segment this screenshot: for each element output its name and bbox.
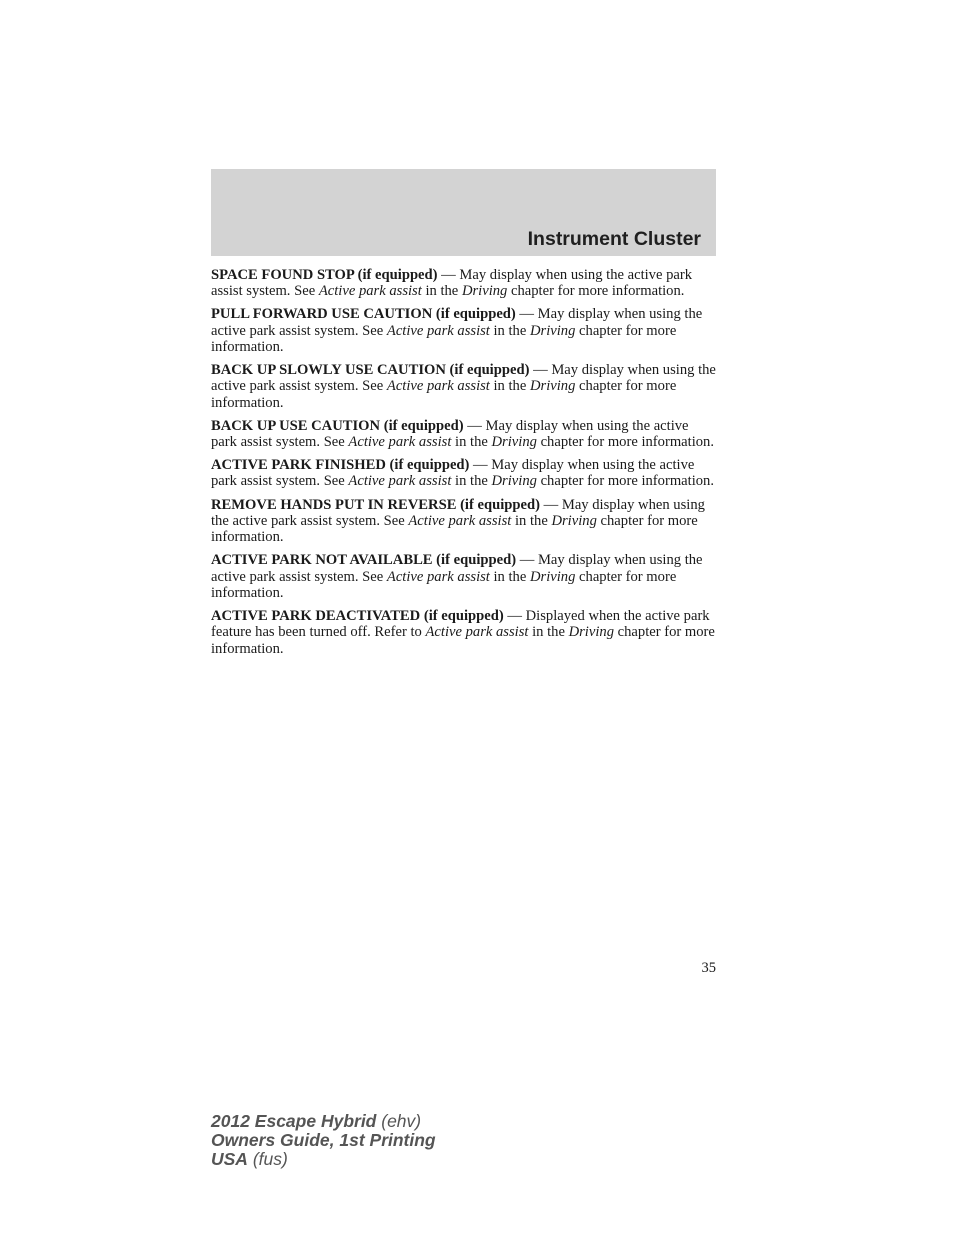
entry-term: SPACE FOUND STOP (if equipped) <box>211 267 438 283</box>
entry-back-up-use-caution <box>211 418 716 451</box>
document-footer <box>211 1112 436 1169</box>
entry-text: — May display when using the active park assist system. See <box>211 267 693 300</box>
entry-text: in the <box>489 568 530 585</box>
entry-text: chapter for more information. <box>211 322 677 355</box>
entry-text: chapter for more information. <box>211 378 677 411</box>
entry-text: chapter for more information. <box>507 283 685 300</box>
entry-text: — May display when using the active park assist system. See <box>211 457 695 490</box>
entry-text: in the <box>489 378 530 395</box>
entry-back-up-slowly-use-caution <box>211 362 716 411</box>
footer-market: USA <box>211 1149 248 1169</box>
entry-text: in the <box>528 624 569 641</box>
entry-term: ACTIVE PARK FINISHED (if equipped) <box>211 457 470 474</box>
entry-text: chapter for more information. <box>536 473 715 490</box>
entry-space-found-stop <box>211 267 716 300</box>
entry-text: in the <box>451 473 492 490</box>
entry-text: chapter for more information. <box>211 512 698 546</box>
entry-active-park-deactivated <box>211 608 716 657</box>
footer-line-market <box>211 1150 436 1169</box>
footer-printing: Owners Guide, 1st Printing <box>211 1130 436 1150</box>
footer-model: 2012 Escape Hybrid <box>211 1111 377 1131</box>
footer-market-code: (fus) <box>247 1149 288 1169</box>
entry-reference: Active park assist <box>386 378 490 395</box>
footer-line-printing <box>211 1131 436 1150</box>
entry-term: BACK UP SLOWLY USE CAUTION (if equipped) <box>211 362 530 379</box>
entry-reference: Active park assist <box>348 434 452 451</box>
entry-text: in the <box>451 434 492 451</box>
entry-chapter: Driving <box>491 434 537 451</box>
entry-term: ACTIVE PARK DEACTIVATED (if equipped) <box>211 607 504 624</box>
entry-text: in the <box>489 322 530 339</box>
entry-text: chapter for more information. <box>211 624 715 657</box>
entry-text: — May display when using the active park assist system. See <box>211 306 703 339</box>
entry-chapter: Driving <box>551 512 597 529</box>
entry-chapter: Driving <box>530 378 576 395</box>
footer-line-model <box>211 1112 436 1131</box>
entry-chapter: Driving <box>461 283 508 300</box>
entry-text: — May display when using the active park assist system. See <box>211 552 703 585</box>
entry-text: — Displayed when the active park feature has been turned off. Refer to <box>211 607 710 641</box>
entry-text: — May display when using the active park assist system. See <box>211 362 716 395</box>
section-title: Instrument Cluster <box>527 228 701 250</box>
entry-text: — May display when using the active park assist system. See <box>211 496 705 529</box>
entry-reference: Active park assist <box>425 624 529 641</box>
entry-chapter: Driving <box>491 473 537 490</box>
entry-pull-forward-use-caution <box>211 306 716 355</box>
entry-term: ACTIVE PARK NOT AVAILABLE (if equipped) <box>211 552 517 569</box>
entry-text: in the <box>511 512 552 529</box>
entry-term: BACK UP USE CAUTION (if equipped) <box>211 417 464 434</box>
footer-model-code: (ehv) <box>376 1111 422 1131</box>
entry-term: PULL FORWARD USE CAUTION (if equipped) <box>211 306 516 323</box>
main-content <box>211 267 716 664</box>
entry-text: chapter for more information. <box>211 568 677 601</box>
entry-term: REMOVE HANDS PUT IN REVERSE (if equipped) <box>211 496 540 513</box>
entry-reference: Active park assist <box>408 512 512 529</box>
entry-text: — May display when using the active park assist system. See <box>211 417 689 451</box>
entry-chapter: Driving <box>568 624 614 641</box>
entry-chapter: Driving <box>530 568 576 585</box>
entry-reference: Active park assist <box>348 473 452 490</box>
entry-reference: Active park assist <box>318 283 422 300</box>
entry-reference: Active park assist <box>386 568 490 585</box>
entry-active-park-not-available <box>211 552 716 601</box>
entry-reference: Active park assist <box>386 322 490 339</box>
entry-text: in the <box>421 283 462 300</box>
entry-remove-hands-put-in-reverse <box>211 497 716 546</box>
section-header-band <box>211 169 716 256</box>
page-number: 35 <box>701 960 716 976</box>
entry-active-park-finished <box>211 457 716 490</box>
entry-chapter: Driving <box>530 322 576 339</box>
entry-text: chapter for more information. <box>536 434 715 451</box>
